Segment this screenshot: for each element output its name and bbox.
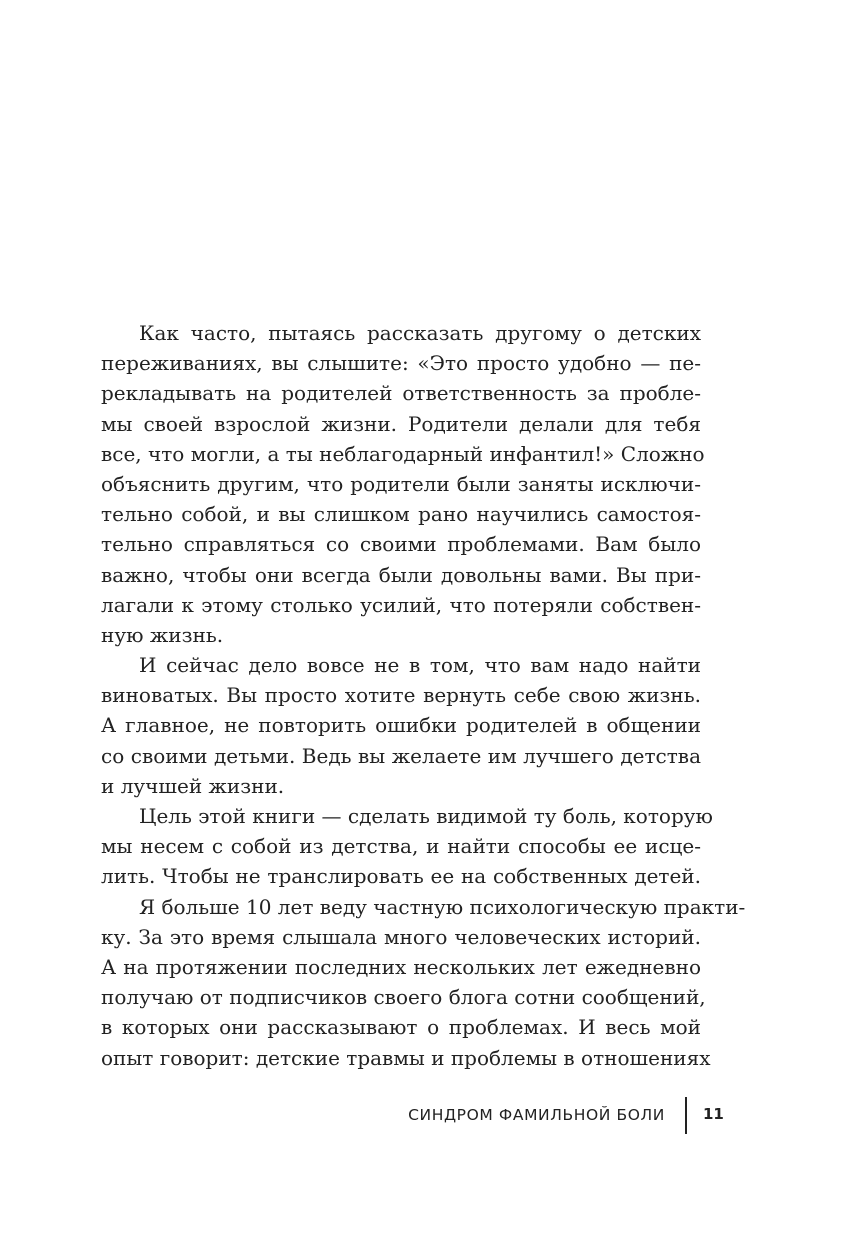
text-line: лагали к этому столько усилий, что потеряли собствен- [101, 592, 701, 617]
running-footer-book-title: СИНДРОМ ФАМИЛЬНОЙ БОЛИ [408, 1106, 665, 1124]
text-line: все, что могли, а ты неблагодарный инфантил!» Сложно [101, 441, 705, 466]
text-line: со своими детьми. Ведь вы желаете им лучшего детства [101, 743, 701, 768]
text-line: Я больше 10 лет веду частную психологическую практи- [139, 894, 746, 919]
text-line: переживаниях, вы слышите: «Это просто удобно — пе- [101, 351, 701, 376]
text-line: Цель этой книги — сделать видимой ту боль, которую [139, 804, 713, 828]
text-line: важно, чтобы они всегда были довольны вами. Вы при- [101, 562, 701, 587]
text-line: тельно собой, и вы слишком рано научились самостоя- [101, 502, 701, 527]
text-line: мы несем с собой из детства, и найти способы ее исце- [101, 834, 701, 859]
text-line: ку. За это время слышала много человеческих историй. [101, 924, 701, 949]
text-line: мы своей взрослой жизни. Родители делали для тебя [101, 411, 701, 436]
text-line: объяснить другим, что родители были заняты исключи- [101, 471, 701, 496]
text-line: опыт говорит: детские травмы и проблемы в отношениях [101, 1045, 711, 1070]
text-line: виноватых. Вы просто хотите вернуть себе свою жизнь. [101, 683, 701, 708]
text-line: Как часто, пытаясь рассказать другому о детских [139, 321, 701, 345]
text-line: И сейчас дело вовсе не в том, что вам надо найти [139, 653, 701, 678]
text-line: и лучшей жизни. [101, 773, 285, 798]
text-line: А на протяжении последних нескольких лет ежедневно [101, 954, 701, 979]
text-line: ную жизнь. [101, 622, 224, 647]
text-line: получаю от подписчиков своего блога сотни сообщений, [101, 985, 706, 1010]
text-line: А главное, не повторить ошибки родителей в общении [101, 713, 701, 738]
body-text [101, 318, 746, 1073]
text-line: тельно справляться со своими проблемами. Вам было [101, 532, 701, 557]
page-number: 11 [703, 1105, 724, 1123]
text-line: в которых они рассказывают о проблемах. И весь мой [101, 1015, 701, 1040]
footer-divider [685, 1097, 687, 1134]
text-line: рекладывать на родителей ответственность за пробле- [101, 381, 701, 406]
text-line: лить. Чтобы не транслировать ее на собственных детей. [101, 864, 701, 889]
